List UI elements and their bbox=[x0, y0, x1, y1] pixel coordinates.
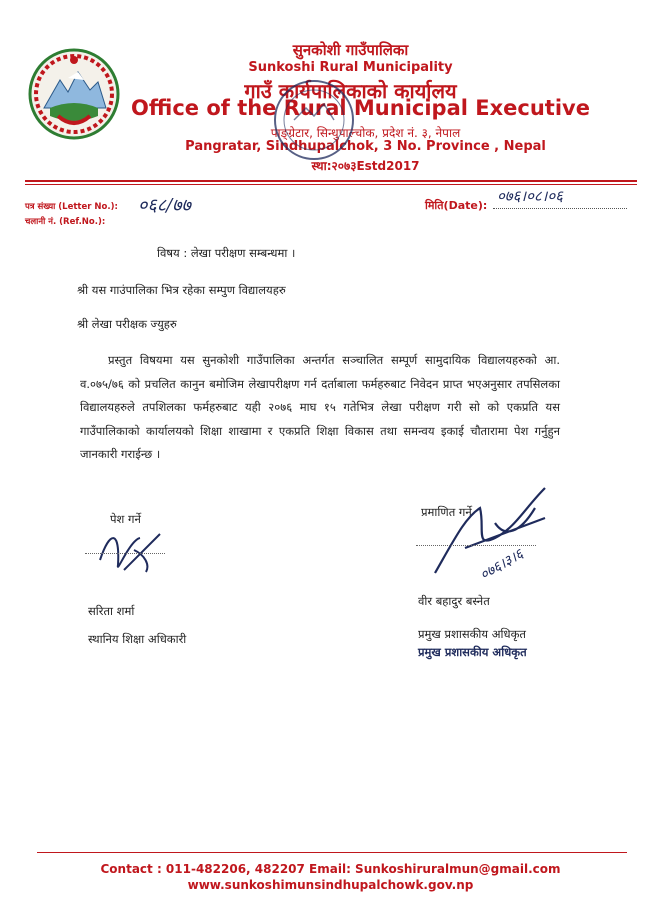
header-rule bbox=[25, 180, 637, 182]
office-round-stamp bbox=[272, 78, 356, 162]
letter-body: प्रस्तुत विषयमा यस सुनकोशी गाउँपालिका अन्तर्गत सञ्चालित सम्पूर्ण सामुदायिक विद्यालयहरुको आ. व.०७५/७६ को प्रचलित कानुन बमोजिम लेखापरीक्षण गर्न दर्ताबाला फर्महरुबाट निवेदन प्राप्त भएअनुसार तपसिलका विद्यालयहरुले तपशिलका फर्महरुबाट यही २०७६ माघ १५ गतेभित्र लेखा परीक्षण गरी सो को एकप्रति यस गाउँपालिकाको कार्यालयको शिक्षा शाखामा र एकप्रति शिक्षा विकास तथा समन्वय इकाई चौतारामा पेश गर्नुहुन जानकारी गराईन्छ । bbox=[80, 353, 560, 461]
submitter-signature bbox=[90, 520, 170, 580]
address-english: Pangratar, Sindhupalchok, 3 No. Province , Nepal bbox=[185, 139, 546, 154]
approver-stamp: प्रमुख प्रशासकीय अधिकृत bbox=[418, 645, 527, 659]
submitter-title: स्थानिय शिक्षा अधिकारी bbox=[88, 632, 187, 646]
footer-rule bbox=[37, 852, 627, 853]
established-year: स्था:२०७३Estd2017 bbox=[311, 159, 420, 173]
approver-signature-date: ०७६।३।६ bbox=[477, 546, 527, 584]
approver-title: प्रमुख प्रशासकीय अधिकृत bbox=[418, 627, 526, 641]
submitter-name: सरिता शर्मा bbox=[88, 604, 135, 618]
approver-dotted-line bbox=[416, 545, 536, 546]
letter-no-value: ०६८/७७ bbox=[138, 195, 191, 216]
subject-line: विषय : लेखा परीक्षण सम्बन्धमा । bbox=[157, 246, 296, 260]
recipient-auditors: श्री लेखा परीक्षक ज्युहरु bbox=[77, 317, 177, 331]
header-rule-thin bbox=[25, 184, 637, 185]
municipality-name-nepali: सुनकोशी गाउँपालिका bbox=[292, 41, 409, 59]
office-name-english: Office of the Rural Municipal Executive bbox=[131, 96, 590, 120]
footer-contact: Contact : 011-482206, 482207 Email: Sunkoshiruralmun@gmail.com bbox=[100, 862, 561, 876]
date-value: ०७६।०८।०६ bbox=[497, 187, 563, 205]
letter-no-label: पत्र संख्या (Letter No.): bbox=[25, 202, 118, 212]
certified-by-label: प्रमाणित गर्ने bbox=[421, 505, 472, 519]
submitted-by-label: पेश गर्ने bbox=[110, 512, 141, 526]
submitter-dotted-line bbox=[85, 553, 165, 554]
municipality-name-english: Sunkoshi Rural Municipality bbox=[248, 60, 453, 75]
ref-no-label: चलानी नं. (Ref.No.): bbox=[25, 217, 106, 227]
date-underline bbox=[493, 208, 627, 209]
recipient-schools: श्री यस गाउंपालिका भित्र रहेका सम्पुण विद्यालयहरु bbox=[77, 283, 286, 297]
date-label: मिति(Date): bbox=[425, 199, 488, 212]
office-name-nepali: गाउँ कार्यपालिकाको कार्यालय bbox=[244, 79, 457, 103]
footer-website: www.sunkoshimunsindhupalchowk.gov.np bbox=[187, 878, 474, 892]
approver-name: वीर बहादुर बस्नेत bbox=[418, 594, 490, 608]
address-nepali: पाङ्ग्रेटार, सिन्धुपाल्चोक, प्रदेश नं. ३, नेपाल bbox=[270, 126, 461, 140]
